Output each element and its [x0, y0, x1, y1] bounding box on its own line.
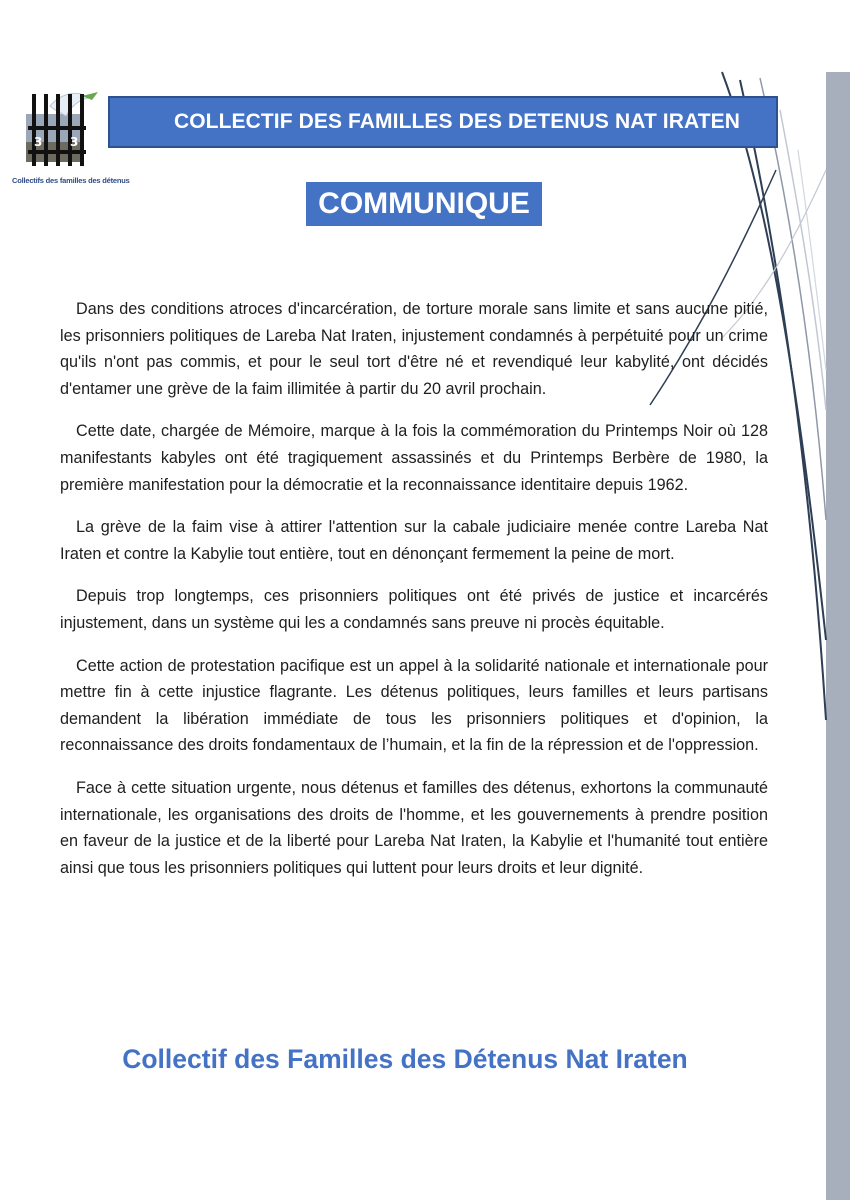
- paragraph-4: Depuis trop longtemps, ces prisonniers politiques ont été privés de justice et incarcérés injustement, dans un système qui les a condamnés sans preuve ni procès équitable.: [60, 587, 768, 632]
- svg-text:3: 3: [70, 135, 79, 149]
- side-bar-decoration: [826, 72, 850, 1200]
- document-title: COMMUNIQUE: [306, 182, 542, 226]
- banner-title: COLLECTIF DES FAMILLES DES DETENUS NAT IRATEN: [173, 110, 741, 133]
- paragraph-6: Face à cette situation urgente, nous détenus et familles des détenus, exhortons la communauté internationale, les organisations des droits de l'homme, et les gouvernements à prendre position en faveur de la justice et de la liberté pour Lareba Nat Iraten, la Kabylie et l'humanité tout entière ainsi que tous les prisonniers politiques qui luttent pour leurs droits et leur dignité.: [60, 778, 768, 877]
- header-banner: [108, 96, 778, 148]
- svg-text:3: 3: [34, 135, 43, 149]
- signature: Collectif des Familles des Détenus Nat Iraten: [122, 1044, 688, 1074]
- logo-caption: Collectifs des familles des détenus: [12, 176, 130, 185]
- paragraph-1: Dans des conditions atroces d'incarcération, de torture morale sans limite et sans aucune pitié, les prisonniers politiques de Lareba Nat Iraten, injustement condamnés à perpétuité pour un crime qu'ils n'ont pas commis, et pour le seul tort d'être né et revendiqué leur kabylité, ont décidés d'entamer une grève de la faim illimitée à partir du 20 avril prochain.: [60, 300, 768, 398]
- paragraph-5: Cette action de protestation pacifique est un appel à la solidarité nationale et internationale pour mettre fin à cette injustice flagrante. Les détenus politiques, leurs familles et leurs partisans demandent la libération immédiate de tous les prisonniers politiques et d'opinion, la reconnaissance des droits fondamentaux de l’humain, et la fin de la répression et de l'oppression.: [60, 656, 768, 755]
- paragraph-3: La grève de la faim vise à attirer l'attention sur la cabale judiciaire menée contre Lareba Nat Iraten et contre la Kabylie tout entière, tout en dénonçant fermement la peine de mort.: [60, 518, 768, 563]
- paragraph-2: Cette date, chargée de Mémoire, marque à la fois la commémoration du Printemps Noir où 128 manifestants kabyles ont été tragiquement assassinés et du Printemps Berbère de 1980, la première manifestation pour la démocratie et la reconnaissance identitaire depuis 1962.: [60, 422, 768, 494]
- collective-logo: [22, 86, 112, 190]
- communique-body: [60, 296, 768, 897]
